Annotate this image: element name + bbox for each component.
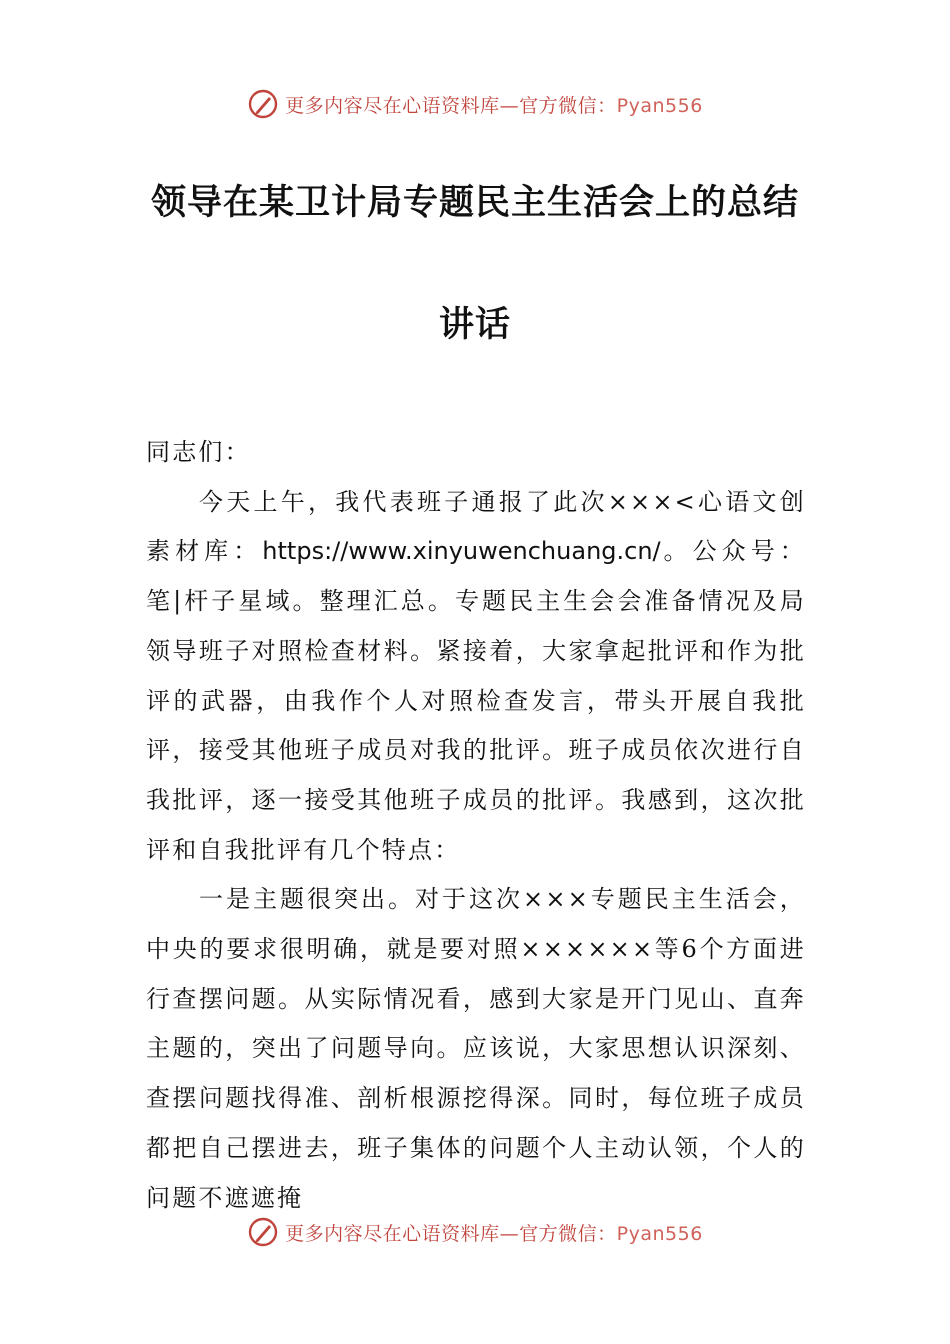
source-url: https://www.xinyuwenchuang.cn/ — [262, 537, 661, 566]
paragraph-2: 一是主题很突出。对于这次×××专题民主生活会，中央的要求很明确，就是要对照××××××等6个方面进行查摆问题。从实际情况看，感到大家是开门见山、直奔主题的，突出了问题导向。应该说，大家思想认识深刻、查摆问题找得准、剖析根源挖得深。同时，每位班子成员都把自己摆进去，班子集体的问题个人主动认领，个人的问题不遮遮掩 — [146, 885, 806, 1212]
quill-logo-icon — [247, 88, 279, 120]
doc-body — [146, 428, 806, 1223]
doc-title-line2: 讲话 — [438, 305, 511, 345]
quill-logo-icon — [247, 1216, 279, 1248]
banner-text — [285, 1219, 703, 1246]
footer-banner — [0, 1212, 950, 1252]
banner-wechat-id: Pyan556 — [616, 94, 703, 117]
banner-cn-text: 更多内容尽在心语资料库—官方微信： — [285, 94, 617, 117]
paragraph-1-part-b: 。公众号：笔|杆子星域。整理汇总。专题民主生会会准备情况及局领导班子对照检查材料。紧接着，大家拿起批评和作为批评的武器，由我作个人对照检查发言，带头开展自我批评，接受其他班子成员对我的批评。班子成员依次进行自我批评，逐一接受其他班子成员的批评。我感到，这次批评和自我批评有几个特点： — [146, 537, 806, 864]
paragraph-1-part-a: 今天上午，我代表班子通报了此次×××<心语文创素材库： — [146, 487, 806, 566]
paragraph-1 — [146, 478, 806, 876]
doc-title-line1: 领导在某卫计局专题民主生活会上的总结 — [150, 183, 799, 223]
header-banner — [0, 84, 950, 124]
banner-wechat-id: Pyan556 — [616, 1222, 703, 1245]
greeting: 同志们： — [146, 438, 251, 466]
banner-text — [285, 91, 703, 118]
banner-cn-text: 更多内容尽在心语资料库—官方微信： — [285, 1222, 617, 1245]
